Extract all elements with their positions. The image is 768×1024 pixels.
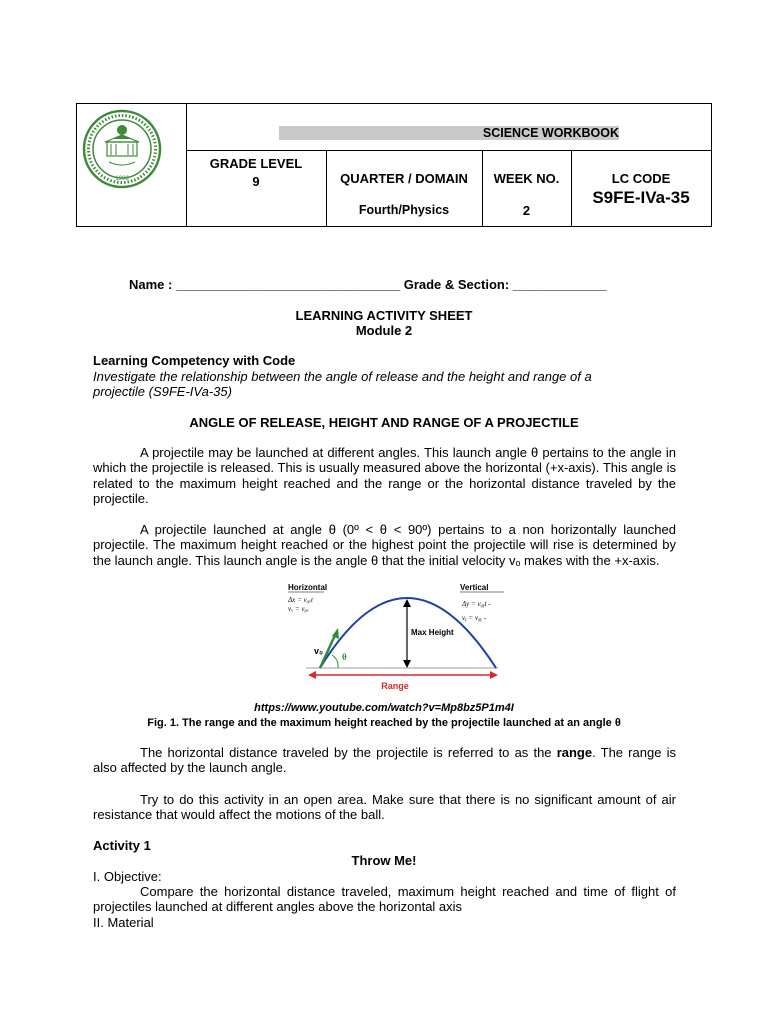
paragraph-3-text: The horizontal distance traveled by the projectile is referred to as the — [140, 745, 557, 760]
range-label: Range — [381, 681, 409, 691]
seal-year: 1908 — [115, 176, 129, 182]
divider — [186, 150, 711, 151]
v0-label: v₀ — [314, 646, 324, 656]
paragraph-3 — [93, 745, 676, 776]
grade-level-value: 9 — [252, 174, 260, 189]
objective-text: Compare the horizontal distance traveled, maximum height reached and time of flight of projectiles launched at different angles above the horizontal axis — [93, 884, 676, 915]
vertical-label: Vertical — [460, 583, 489, 592]
vertical-eq-2: vᵧ = v₀ᵧ - — [462, 614, 487, 622]
paragraph-2: A projectile launched at angle θ (0º < θ < 90º) pertains to a non horizontally launched projectile. The maximum height reached or the highest point the projectile will rise is determined by the launch angle. This launch angle is the angle θ that the initial velocity vₒ makes with the +x-axis. — [93, 522, 676, 568]
horizontal-label: Horizontal — [288, 583, 328, 592]
projectile-diagram — [284, 578, 506, 696]
competency-text-2: projectile (S9FE-IVa-35) — [93, 384, 232, 399]
theta-label: θ — [342, 652, 347, 662]
objective-label: I. Objective: — [93, 869, 162, 884]
paragraph-1: A projectile may be launched at different angles. This launch angle θ pertains to the angle in which the projectile is released. This is usually measured above the horizontal (+x-axis). This angle is related to the maximum height reached and the range or the horizontal distance traveled by the projectile. — [93, 445, 676, 507]
lc-code-label: LC CODE — [611, 171, 671, 186]
horizontal-eq-1: Δx = v₀ₓt — [288, 596, 313, 604]
vertical-eq-1: Δy = v₀ᵧt - — [462, 600, 491, 608]
paragraph-4: Try to do this activity in an open area. Make sure that there is no significant amount of air resistance that would affect the motions of the ball. — [93, 792, 676, 823]
name-grade-line: Name : _______________________________ Grade & Section: _____________ — [129, 277, 607, 292]
competency-heading: Learning Competency with Code — [93, 353, 296, 368]
activity-label: Activity 1 — [93, 838, 151, 853]
week-label: WEEK NO. — [493, 171, 560, 186]
week-value: 2 — [522, 203, 531, 218]
max-height-label: Max Height — [411, 628, 454, 637]
workbook-title: SCIENCE WORKBOOK — [482, 126, 619, 140]
activity-title: Throw Me! — [351, 853, 417, 868]
figure-caption: Fig. 1. The range and the maximum height reached by the projectile launched at an angle θ — [147, 717, 621, 729]
header-table — [76, 103, 712, 227]
figure-url: https://www.youtube.com/watch?v=Mp8bz5P1m4I — [254, 702, 514, 714]
module-label: Module 2 — [355, 323, 413, 338]
grade-level-label: GRADE LEVEL — [209, 156, 303, 171]
quarter-value: Fourth/Physics — [358, 203, 450, 217]
range-term: range — [556, 745, 593, 760]
quarter-label: QUARTER / DOMAIN — [340, 171, 468, 186]
topic-title: ANGLE OF RELEASE, HEIGHT AND RANGE OF A PROJECTILE — [189, 415, 579, 430]
sheet-title: LEARNING ACTIVITY SHEET — [295, 308, 473, 323]
competency-text-1: Investigate the relationship between the angle of release and the height and range of a — [93, 369, 592, 384]
school-seal-logo — [81, 108, 163, 190]
lc-code-value: S9FE-IVa-35 — [592, 188, 690, 207]
material-label: II. Material — [93, 915, 154, 930]
horizontal-eq-2: vₓ = v₀ₓ — [288, 605, 309, 613]
paragraph-3-text-end: . The range is also affected by the launch angle. — [93, 745, 676, 776]
